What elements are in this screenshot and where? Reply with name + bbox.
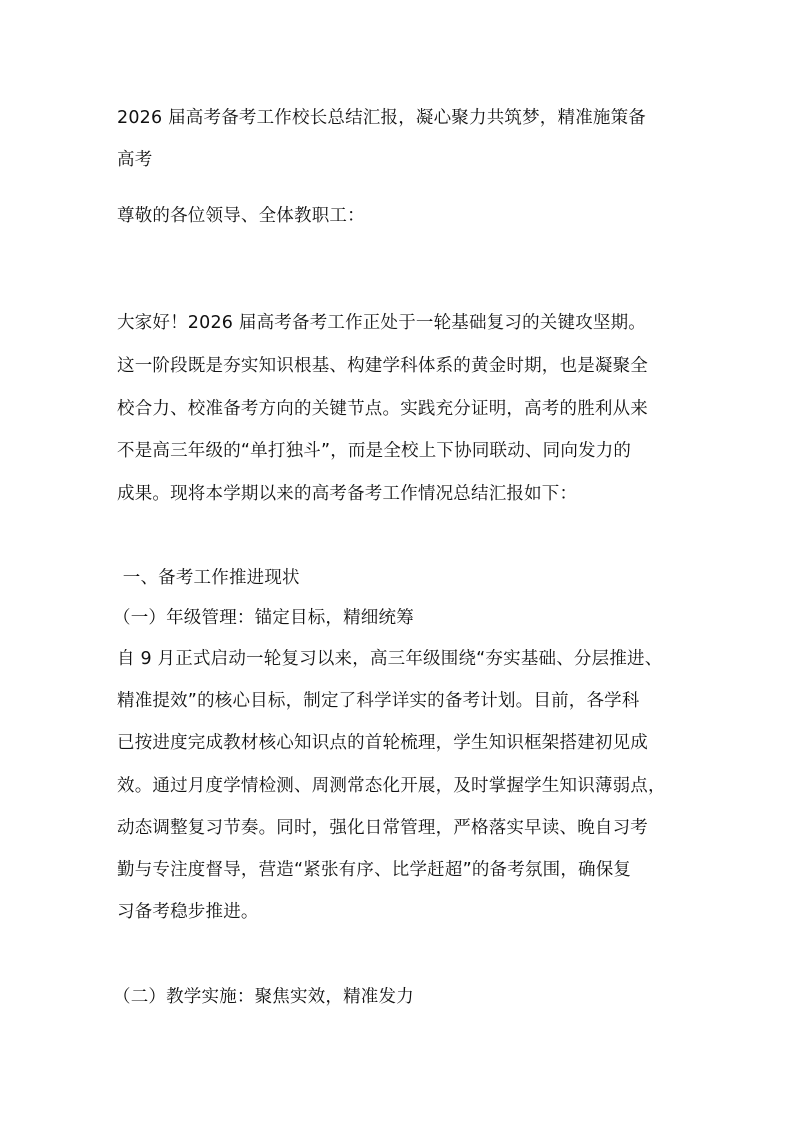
intro-line: 大家好！2026 届高考备考工作正处于一轮基础复习的关键攻坚期。 (117, 313, 646, 333)
body-line: 勤与专注度督导，营造“紧张有序、比学赶超”的备考氛围，确保复 (117, 860, 632, 880)
salutation: 尊敬的各位领导、全体教职工： (117, 206, 365, 226)
title-line-1: 2026 届高考备考工作校长总结汇报，凝心聚力共筑梦，精准施策备 (117, 108, 646, 128)
intro-line: 成果。现将本学期以来的高考备考工作情况总结汇报如下： (117, 484, 578, 504)
title-line-2: 高考 (117, 150, 153, 170)
intro-line: 校合力、校准备考方向的关键节点。实践充分证明，高考的胜利从来 (117, 399, 648, 419)
body-line: 效。通过月度学情检测、周测常态化开展，及时掌握学生知识薄弱点， (117, 776, 666, 796)
intro-line: 不是高三年级的“单打独斗”，而是全校上下协同联动、同向发力的 (117, 441, 632, 461)
body-line: 自 9 月正式启动一轮复习以来，高三年级围绕“夯实基础、分层推进、 (117, 649, 663, 669)
section-heading: 一、备考工作推进现状 (117, 568, 300, 588)
body-line: 习备考稳步推进。 (117, 902, 259, 922)
body-line: 精准提效”的核心目标，制定了科学详实的备考计划。目前，各学科 (117, 691, 640, 711)
body-line: 已按进度完成教材核心知识点的首轮梳理，学生知识框架搭建初见成 (117, 733, 648, 753)
subsection-heading: （一）年级管理：锚定目标，精细统筹 (113, 608, 414, 628)
subsection-heading: （二）教学实施：聚焦实效，精准发力 (113, 987, 414, 1007)
intro-line: 这一阶段既是夯实知识根基、构建学科体系的黄金时期，也是凝聚全 (117, 356, 648, 376)
body-line: 动态调整复习节奏。同时，强化日常管理，严格落实早读、晚自习考 (117, 818, 648, 838)
